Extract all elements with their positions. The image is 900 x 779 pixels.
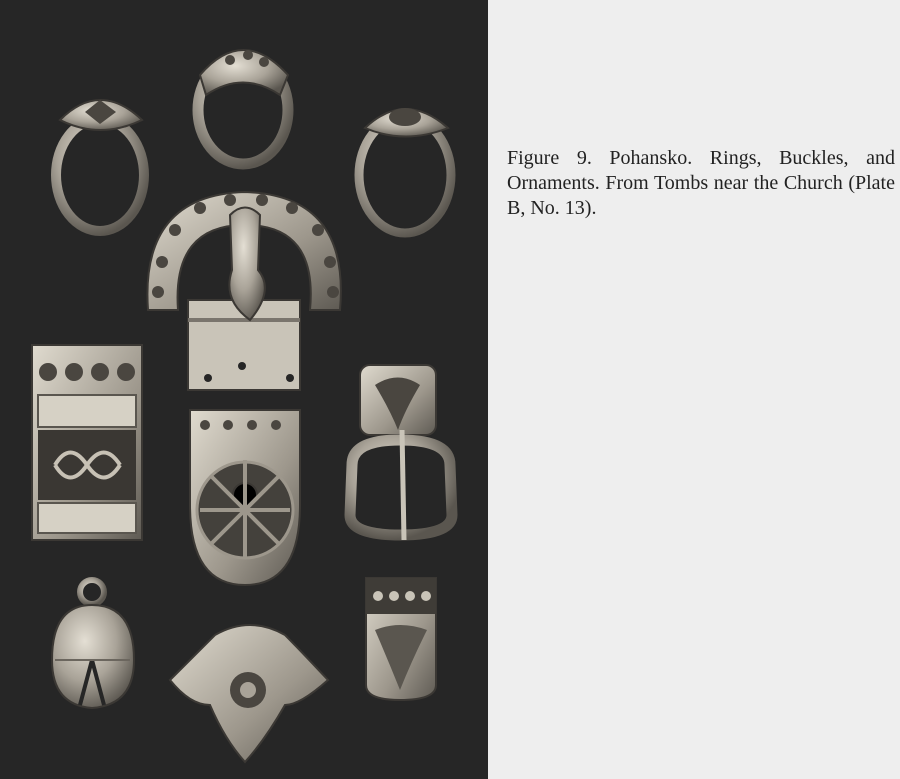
buckle-large-icon — [147, 192, 340, 390]
bell-icon — [52, 580, 134, 708]
figure-caption: Figure 9. Pohansko. Rings, Buckles, and Ornaments. From Tombs near the Church (Plate B, No. 13). — [507, 147, 895, 219]
ring-left-icon — [56, 100, 144, 231]
mount-cylinder-icon — [366, 578, 436, 700]
buckle-small-right-icon — [350, 365, 452, 540]
ring-right-icon — [359, 108, 451, 233]
strap-end-left-icon — [32, 345, 142, 540]
mount-lobed-icon — [170, 625, 328, 762]
ring-center-icon — [198, 50, 288, 164]
strap-end-center-icon — [190, 410, 300, 585]
